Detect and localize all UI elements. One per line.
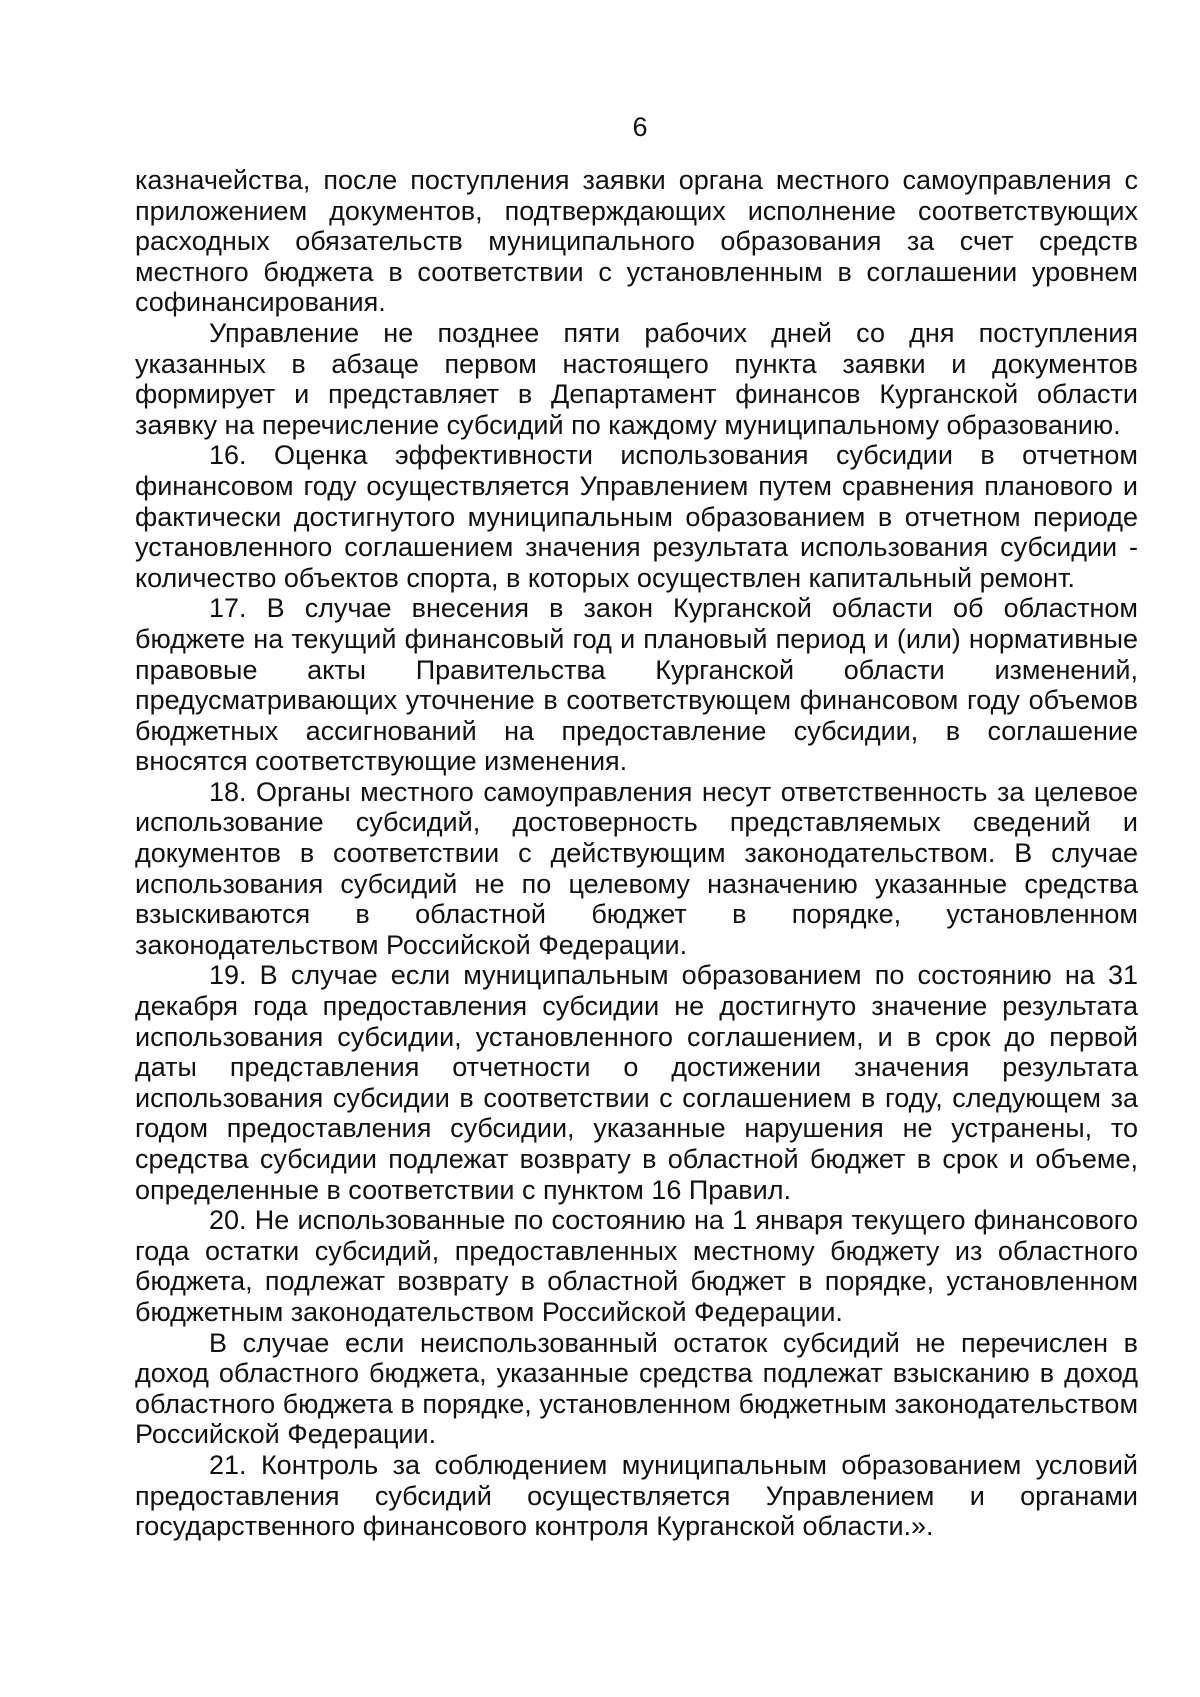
paragraph-19-subsidy-return: 19. В случае если муниципальным образованием по состоянию на 31 декабря года предоставления субсидии не достигнуто значение результата использования субсидии, установленного соглашением, и в срок до первой даты представления отчетности о достижении значения результата использования субсидии в соответствии с соглашением в году, следующем за годом предоставления субсидии, указанные нарушения не устранены, то средства субсидии подлежат возврату в областной бюджет в срок и объеме, определенные в соответствии с пунктом 16 Правил. — [135, 960, 1138, 1205]
paragraph-16-efficiency-evaluation: 16. Оценка эффективности использования субсидии в отчетном финансовом году осуществляется Управлением путем сравнения планового и фактически достигнутого муниципальным образованием в отчетном периоде установленного соглашением значения результата использования субсидии - количество объектов спорта, в которых осуществлен капитальный ремонт. — [135, 440, 1138, 593]
paragraph-18-responsibility: 18. Органы местного самоуправления несут ответственность за целевое использование субсидий, достоверность представляемых сведений и документов в соответствии с действующим законодательством. В случае использования субсидий не по целевому назначению указанные средства взыскиваются в областной бюджет в порядке, установленном законодательством Российской Федерации. — [135, 776, 1138, 960]
paragraph-continuation: казначейства, после поступления заявки органа местного самоуправления с приложением документов, подтверждающих исполнение соответствующих расходных обязательств муниципального образования за счет средств местного бюджета в соответствии с установленным в соглашении уровнем софинансирования. — [135, 165, 1138, 318]
paragraph-20-unused-balances: 20. Не использованные по состоянию на 1 января текущего финансового года остатки субсидий, предоставленных местному бюджету из областного бюджета, подлежат возврату в областной бюджет в порядке, установленном бюджетным законодательством Российской Федерации. — [135, 1205, 1138, 1327]
document-body — [135, 165, 1138, 1542]
paragraph-17-law-amendments: 17. В случае внесения в закон Курганской области об областном бюджете на текущий финансовый год и плановый период и (или) нормативные правовые акты Правительства Курганской области изменений, предусматривающих уточнение в соответствующем финансовом году объемов бюджетных ассигнований на предоставление субсидии, в соглашение вносятся соответствующие изменения. — [135, 593, 1138, 777]
paragraph-21-control: 21. Контроль за соблюдением муниципальным образованием условий предоставления субсидий осуществляется Управлением и органами государственного финансового контроля Курганской области.». — [135, 1449, 1138, 1542]
page-number: 6 — [632, 112, 648, 142]
paragraph-unused-balance-recovery: В случае если неиспользованный остаток субсидий не перечислен в доход областного бюджета, указанные средства подлежат взысканию в доход областного бюджета в порядке, установленном бюджетным законодательством Российской Федерации. — [135, 1327, 1138, 1450]
paragraph-application-submission: Управление не позднее пяти рабочих дней со дня поступления указанных в абзаце первом настоящего пункта заявки и документов формирует и представляет в Департамент финансов Курганской области заявку на перечисление субсидий по каждому муниципальному образованию. — [135, 317, 1138, 440]
